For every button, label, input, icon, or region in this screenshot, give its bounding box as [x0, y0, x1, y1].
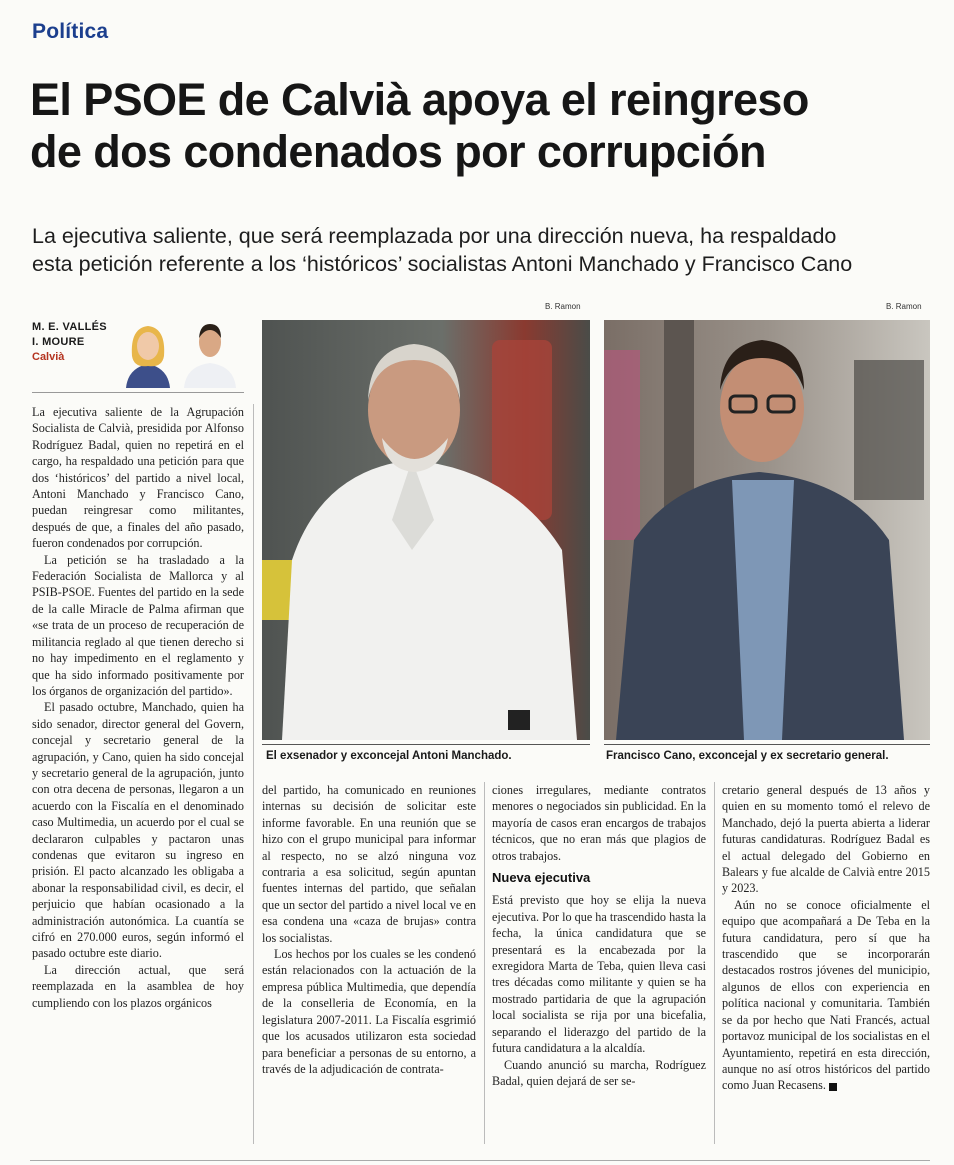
subhead-line-1: La ejecutiva saliente, que será reemplazada por una dirección nueva, ha respaldado: [32, 224, 837, 248]
column-divider-2: [484, 782, 485, 1144]
author-photo-1: [126, 326, 170, 388]
col1-paragraph-1: La ejecutiva saliente de la Agrupación Socialista de Calvià, presidida por Alfonso Rodríguez Badal, quien no repetirá en el cargo, ha respaldado una petición para que dos ‘históricos’ del partido a nivel local, Antoni Manchado y Francisco Cano, puedan reingresar como militantes, después de que, a finales del año pasado, fueron condenados por corrupción.: [32, 405, 244, 551]
col2-paragraph-2: Los hechos por los cuales se les condenó están relacionados con la actuación de la empresa pública Multimedia, que dependía de la conselleria de Economía, en la legislatura 2007-2011. La Fiscalía esgrimió que los acusados utilizaron esta sociedad para beneficiar a personas de su entorno, a través de la adjudicación de contrata-: [262, 947, 476, 1076]
author-photo-2: [184, 324, 236, 388]
byline-place: Calvià: [32, 351, 65, 363]
cano-image: [604, 320, 930, 740]
subhead-line-2: esta petición referente a los ‘históricos’ socialistas Antoni Manchado y Francisco Cano: [32, 252, 853, 276]
photo-manchado: [262, 320, 590, 740]
caption-rule-1: [262, 744, 590, 745]
manchado-image: [262, 320, 590, 740]
col3-paragraph-2: Está previsto que hoy se elija la nueva ejecutiva. Por lo que ha trascendido hasta la fecha, la única candidatura que se presentará es la encabezada por la exregidora Marta de Teba, quien lleva casi tres décadas como militante y quien se ha mostrado partidaria de que la agrupación local socialista se rija por una bicefalia, separando el liderazgo del partido de la futura candidatura a la alcaldía.: [492, 893, 706, 1056]
caption-rule-2: [604, 744, 930, 745]
author-1: M. E. VALLÉS: [32, 321, 107, 333]
headline-line-1: El PSOE de Calvià apoya el reingreso: [30, 74, 809, 125]
photo-credit-1: B. Ramon: [545, 302, 581, 311]
photo-credit-2: B. Ramon: [886, 302, 922, 311]
body-column-2: [262, 782, 476, 1077]
headline: [30, 74, 930, 178]
subheadline: [32, 222, 932, 278]
col3-paragraph-1: ciones irregulares, mediante contratos menores o negociados sin publicidad. En la mayoría de casos eran encargos de trabajos técnicos, que no eran más que plagios de otros trabajos.: [492, 783, 706, 863]
photo-caption-1: El exsenador y exconcejal Antoni Manchado.: [266, 750, 512, 762]
col4-paragraph-2: [722, 897, 930, 1094]
col2-paragraph-1: del partido, ha comunicado en reuniones internas su decisión de solicitar este informe favorable. En una reunión que se hizo con el grupo municipal para informar al respecto, no se alzó ninguna voz contraria a esa solicitud, según apuntan fuentes internas del partido, que señalan que un sector del partido a nivel local ve en esa condena una «caza de brujas» contra los socialistas.: [262, 783, 476, 945]
author-divider: [32, 392, 244, 393]
col1-paragraph-2: La petición se ha trasladado a la Federación Socialista de Mallorca y al PSIB-PSOE. Fuentes del partido en la sede de la calle Miracle de Palma afirman que «se trata de un proceso de recuperación de militancia reglado al que tienen derecho si no hay impedimento en el reglamento y que ha sido informado positivamente por los órganos de organización del partido».: [32, 552, 244, 698]
photo-caption-2: Francisco Cano, exconcejal y ex secretario general.: [606, 750, 889, 762]
section-label: Política: [32, 20, 109, 43]
col4-paragraph-2-text: Aún no se conoce oficialmente el equipo que acompañará a De Teba en la futura candidatura, pero sí que ha trascendido que se incorporarán destacados rostros jóvenes del municipio, algunos de ellos con experiencia en política nacional y comunitaria. También se da por hecho que Nati Francés, actual portavoz municipal de los socialistas en el Ayuntamiento, repetirá en esta dirección, aunque no así otros históricos del partido como Juan Recasens.: [722, 897, 930, 1093]
photo-cano: [604, 320, 930, 740]
col1-paragraph-4: La dirección actual, que será reemplazada en la asamblea de hoy cumpliendo con los plazos orgánicos: [32, 962, 244, 1010]
author-2: I. MOURE: [32, 336, 85, 348]
body-column-1: [32, 404, 244, 1011]
byline: [32, 320, 122, 365]
body-column-4: [722, 782, 930, 1094]
author-photos: [118, 316, 244, 388]
page-bottom-rule: [30, 1160, 930, 1161]
col1-paragraph-3: El pasado octubre, Manchado, quien ha sido senador, director general del Govern, concejal y secretario general de la agrupación, y Cano, quien ha sido concejal y secretario general de la agrupación, junto con otra decena de personas, llegaron a un acuerdo con la Fiscalía en el denominado caso Multimedia, un acuerdo por el cual se declararon culpables y pactaron unas condenas que evitaron su ingreso en prisión. El pacto alcanzado les obligaba a abonar la responsabilidad civil, es decir, el perjuicio que habían ocasionado a la administración autonómica. La cuantía se cifró en 270.000 euros, según informó el pasado octubre este diario.: [32, 700, 244, 961]
body-column-3: [492, 782, 706, 1089]
end-of-article-mark: [829, 1083, 837, 1091]
subheading-nueva-ejecutiva: Nueva ejecutiva: [492, 870, 591, 886]
col4-paragraph-1: cretario general después de 13 años y quien en su momento tomó el relevo de Manchado, dejó la puerta abierta a liderar futuras candidaturas. Rodríguez Badal es el actual delegado del Gobierno en Balears y fue alcalde de Calvià entre 2015 y 2023.: [722, 783, 930, 896]
headline-line-2: de dos condenados por corrupción: [30, 126, 766, 177]
column-divider-3: [714, 782, 715, 1144]
col3-paragraph-3: Cuando anunció su marcha, Rodríguez Badal, quien dejará de ser se-: [492, 1057, 706, 1088]
column-divider-1: [253, 404, 254, 1144]
